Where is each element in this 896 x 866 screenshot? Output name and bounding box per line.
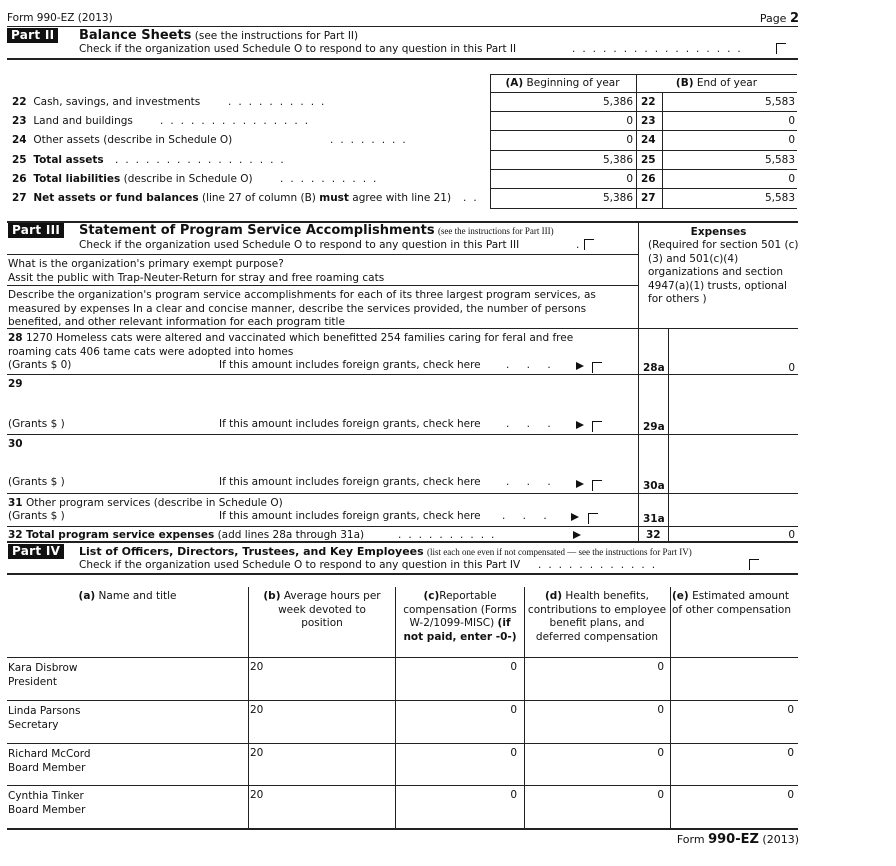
part3-title-note: (see the instructions for Part III) xyxy=(437,226,554,236)
part2-title: Balance Sheets xyxy=(79,28,192,43)
officer-compensation: 0 xyxy=(510,789,517,801)
expenses-header: Expenses xyxy=(690,226,747,238)
row24-line-number: 24 xyxy=(641,134,656,146)
line-32-number: 32 xyxy=(646,529,661,541)
row27-end-value: 5,583 xyxy=(764,192,795,204)
program-31-foreign-checkbox[interactable] xyxy=(588,513,598,524)
describe-instructions: Describe the organization's program service accomplishments for each of its three largest program services, as measured by expenses In a clear and concise manner, describe the services provided, the number of persons benefited, and other relevant information for each program title xyxy=(8,289,596,328)
program-30-grants: (Grants $ ) xyxy=(8,476,65,488)
part4-title: List of Officers, Directors, Trustees, and Key Employees xyxy=(79,545,424,558)
row22-end-value: 5,583 xyxy=(764,96,795,108)
part4-title-line xyxy=(79,545,692,558)
balance-row-22: 22 Cash, savings, and investments xyxy=(12,96,201,108)
dot-leader: ........ xyxy=(330,134,413,146)
officer-hours: 20 xyxy=(250,704,264,716)
part4-title-note: (list each one even if not compensated — see the instructions for Part IV) xyxy=(427,547,692,557)
program-30-foreign-text: If this amount includes foreign grants, check here xyxy=(219,476,481,488)
program-30-number: 30 xyxy=(8,438,23,450)
officer-compensation: 0 xyxy=(510,747,517,759)
part3-title: Statement of Program Service Accomplishments xyxy=(79,223,435,238)
program-31-description: 31 Other program services (describe in Schedule O) xyxy=(8,497,283,509)
purpose-question: What is the organization's primary exempt purpose? xyxy=(8,258,284,270)
officer-other-comp: 0 xyxy=(787,747,794,759)
officer-hours: 20 xyxy=(250,789,264,801)
arrow-right-icon xyxy=(576,362,584,370)
row27-line-number: 27 xyxy=(641,192,656,204)
row24-end-value: 0 xyxy=(788,134,795,146)
officer-benefits: 0 xyxy=(657,661,664,673)
officer-benefits: 0 xyxy=(657,704,664,716)
part2-schedule-o-checkbox[interactable] xyxy=(776,43,786,54)
expenses-note: (Required for section 501 (c)(3) and 501(c)(4) organizations and section 4947(a)(1) trusts, optional for others ) xyxy=(648,239,799,305)
row26-begin-value: 0 xyxy=(626,173,633,185)
row25-line-number: 25 xyxy=(641,154,656,166)
officer-hours: 20 xyxy=(250,661,264,673)
row22-line-number: 22 xyxy=(641,96,656,108)
program-30-foreign-checkbox[interactable] xyxy=(592,480,602,491)
col-b-hours-header: (b) Average hours per week devoted to position xyxy=(263,590,381,629)
part2-title-note: (see the instructions for Part II) xyxy=(194,30,359,42)
officer-name: Linda Parsons xyxy=(8,705,81,717)
dot-leader: .. xyxy=(463,192,484,204)
dot-leader: . . . xyxy=(502,510,554,522)
form-label: Form 990-EZ (2013) xyxy=(7,12,113,24)
dot-leader: . xyxy=(576,239,580,251)
page-number xyxy=(760,11,799,26)
officer-other-comp: 0 xyxy=(787,704,794,716)
purpose-answer: Assit the public with Trap-Neuter-Return for stray and free roaming cats xyxy=(8,272,385,284)
program-29-number: 29 xyxy=(8,378,23,390)
row27-begin-value: 5,386 xyxy=(602,192,633,204)
dot-leader: .......... xyxy=(280,173,384,185)
dot-leader: . . . xyxy=(506,418,558,430)
line-28a-number: 28a xyxy=(643,362,665,374)
col-e-other-header: (e) Estimated amount of other compensation xyxy=(672,590,791,616)
officer-name: Kara Disbrow xyxy=(8,662,78,674)
part2-title-line xyxy=(79,28,358,43)
program-31-grants: (Grants $ ) xyxy=(8,510,65,522)
part2-check-text: Check if the organization used Schedule O to respond to any question in this Part II xyxy=(79,43,517,55)
arrow-right-icon xyxy=(573,531,581,539)
program-31-foreign-text: If this amount includes foreign grants, check here xyxy=(219,510,481,522)
line-30a-number: 30a xyxy=(643,480,665,492)
arrow-right-icon xyxy=(571,513,579,521)
line-28a-amount: 0 xyxy=(788,362,795,374)
col-a-header: (A) Beginning of year xyxy=(505,77,620,89)
line-29a-number: 29a xyxy=(643,421,665,433)
part2-label: Part II xyxy=(7,28,58,43)
dot-leader: .......... xyxy=(228,96,332,108)
balance-row-26: 26 Total liabilities (describe in Schedule O) xyxy=(12,173,253,185)
program-28-foreign-text: If this amount includes foreign grants, check here xyxy=(219,359,481,371)
part3-title-line xyxy=(79,223,554,238)
dot-leader: ............ xyxy=(538,559,663,571)
officer-title: Board Member xyxy=(8,804,86,816)
part4-label: Part IV xyxy=(8,544,64,559)
page-number-value: 2 xyxy=(789,11,799,26)
officer-title: Secretary xyxy=(8,719,59,731)
officer-compensation: 0 xyxy=(510,661,517,673)
row23-begin-value: 0 xyxy=(626,115,633,127)
balance-row-24: 24 Other assets (describe in Schedule O) xyxy=(12,134,233,146)
program-28-foreign-checkbox[interactable] xyxy=(592,362,602,373)
dot-leader: . . . xyxy=(506,476,558,488)
part3-schedule-o-checkbox[interactable] xyxy=(584,239,594,250)
row23-end-value: 0 xyxy=(788,115,795,127)
line-31a-number: 31a xyxy=(643,513,665,525)
officer-other-comp: 0 xyxy=(787,789,794,801)
officer-title: President xyxy=(8,676,57,688)
row24-begin-value: 0 xyxy=(626,134,633,146)
program-29-foreign-text: If this amount includes foreign grants, check here xyxy=(219,418,481,430)
officer-benefits: 0 xyxy=(657,789,664,801)
col-b-header: (B) End of year xyxy=(675,77,758,89)
dot-leader: ................. xyxy=(572,43,748,55)
dot-leader: . . . xyxy=(506,359,558,371)
program-28-grants: (Grants $ 0) xyxy=(8,359,72,371)
dot-leader: ............... xyxy=(160,115,316,127)
officer-compensation: 0 xyxy=(510,704,517,716)
row22-begin-value: 5,386 xyxy=(602,96,633,108)
dot-leader: ................. xyxy=(115,154,291,166)
row25-end-value: 5,583 xyxy=(764,154,795,166)
dot-leader: .......... xyxy=(398,529,502,541)
footer-form-label: Form 990-EZ (2013) xyxy=(676,832,799,847)
program-28-description: 28 1270 Homeless cats were altered and vaccinated which benefitted 254 families caring for feral and free roaming cats 406 tame cats were adopted into homes xyxy=(8,332,574,358)
row25-begin-value: 5,386 xyxy=(602,154,633,166)
line-32-amount: 0 xyxy=(788,529,795,541)
arrow-right-icon xyxy=(576,480,584,488)
col-d-benefits-header: (d) Health benefits, contributions to employee benefit plans, and deferred compensation xyxy=(527,590,667,643)
balance-row-27: 27 Net assets or fund balances (line 27 of column (B) must agree with line 21) xyxy=(12,192,452,204)
officer-title: Board Member xyxy=(8,762,86,774)
balance-row-25: 25 Total assets xyxy=(12,154,104,166)
row26-line-number: 26 xyxy=(641,173,656,185)
officer-hours: 20 xyxy=(250,747,264,759)
col-a-name-header: (a) Name and title xyxy=(78,590,177,602)
officer-benefits: 0 xyxy=(657,747,664,759)
arrow-right-icon xyxy=(576,421,584,429)
program-29-foreign-checkbox[interactable] xyxy=(592,421,602,432)
page-prefix: Page xyxy=(759,12,787,25)
part3-label: Part III xyxy=(8,223,64,238)
balance-row-23: 23 Land and buildings xyxy=(12,115,133,127)
officer-name: Richard McCord xyxy=(8,748,91,760)
part4-schedule-o-checkbox[interactable] xyxy=(749,559,759,570)
col-c-compensation-header: (c)Reportable compensation (Forms W-2/1099-MISC) (if not paid, enter -0-) xyxy=(403,590,517,643)
officer-name: Cynthia Tinker xyxy=(8,790,84,802)
part3-check-text: Check if the organization used Schedule O to respond to any question in this Part III xyxy=(79,239,520,251)
row23-line-number: 23 xyxy=(641,115,656,127)
part4-check-text: Check if the organization used Schedule O to respond to any question in this Part IV xyxy=(79,559,521,571)
line-32-label: 32 Total program service expenses (add lines 28a through 31a) xyxy=(8,529,365,541)
program-29-grants: (Grants $ ) xyxy=(8,418,65,430)
row26-end-value: 0 xyxy=(788,173,795,185)
